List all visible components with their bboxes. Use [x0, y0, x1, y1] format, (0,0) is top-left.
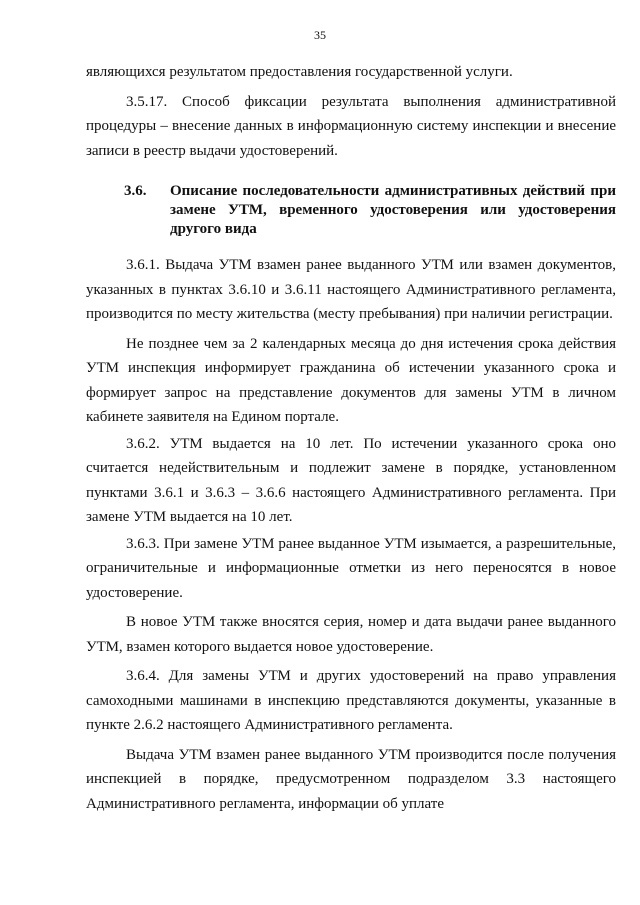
document-body	[86, 60, 616, 816]
paragraph-3-6-3: 3.6.3. При замене УТМ ранее выданное УТМ изымается, а разрешительные, ограничительные и информационные отметки из него переносятся в новое удостоверение.	[86, 535, 616, 601]
page-number: 35	[314, 28, 326, 42]
section-heading	[124, 182, 616, 239]
section-number: 3.6.	[124, 183, 147, 199]
paragraph-3-5-17: 3.5.17. Способ фиксации результата выполнения административной процедуры – внесение данных в информационную систему инспекции и внесение записи в реестр выдачи удостоверений.	[86, 93, 616, 159]
paragraph-3-6-1: 3.6.1. Выдача УТМ взамен ранее выданного УТМ или взамен документов, указанных в пунктах 3.6.10 и 3.6.11 настоящего Административного регламента, производится по месту жительства (месту пребывания) при наличии регистрации.	[86, 257, 616, 322]
paragraph-issue: Выдача УТМ взамен ранее выданного УТМ производится после получения инспекцией в порядке, предусмотренном подразделом 3.3 настоящего Административного регламента, информации об уплате	[86, 746, 616, 812]
paragraph-3-6-4: 3.6.4. Для замены УТМ и других удостоверений на право управления самоходными машинами в инспекцию представляются документы, указанные в пункте 2.6.2 настоящего Административного регламента.	[86, 668, 616, 733]
paragraph-new-utm: В новое УТМ также вносятся серия, номер и дата выдачи ранее выданного УТМ, взамен которого выдается новое удостоверение.	[86, 614, 616, 655]
paragraph-3-6-2: 3.6.2. УТМ выдается на 10 лет. По истечении указанного срока оно считается недействительным и подлежит замене в порядке, установленном пунктами 3.6.1 и 3.6.3 – 3.6.6 настоящего Административного регламента. При замене УТМ выдается на 10 лет.	[86, 435, 616, 525]
paragraph-notice: Не позднее чем за 2 календарных месяца до дня истечения срока действия УТМ инспекция информирует гражданина об истечении указанного срока и формирует запрос на представление документов для замены УТМ в личном кабинете заявителя на Едином портале.	[86, 335, 616, 425]
section-title: Описание последовательности административных действий при замене УТМ, временного удостоверения или удостоверения другого вида	[170, 183, 616, 237]
paragraph-continuation: являющихся результатом предоставления государственной услуги.	[86, 64, 513, 80]
